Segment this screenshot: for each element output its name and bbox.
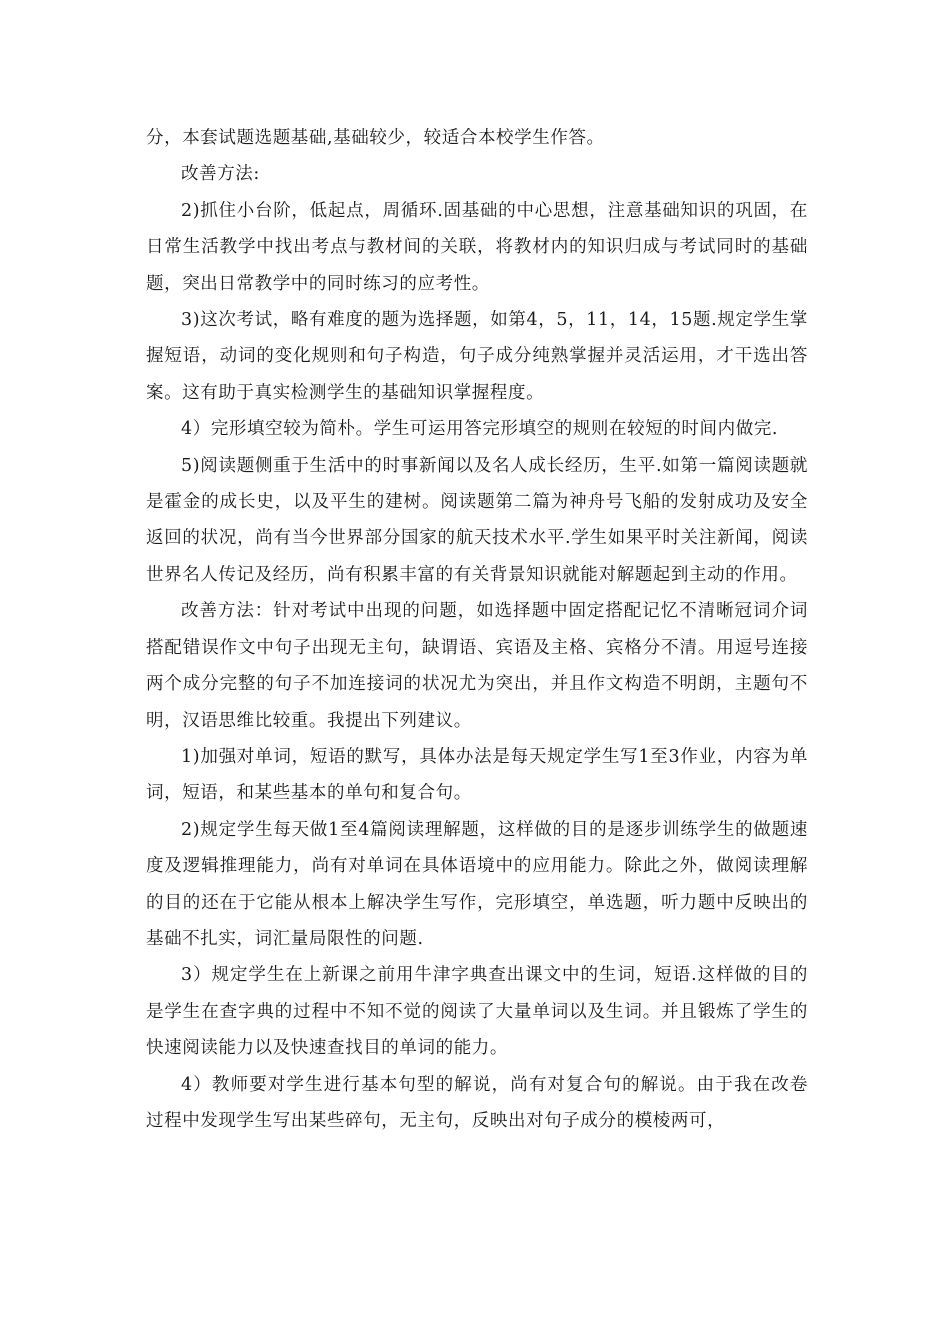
- body-text: [146, 120, 808, 1139]
- paragraph-continuation: 分，本套试题选题基础,基础较少，较适合本校学生作答。: [146, 128, 605, 148]
- paragraph-item-4: 4）完形填空较为简朴。学生可运用答完形填空的规则在较短的时间内做完.: [181, 419, 779, 440]
- paragraph-improvement-heading: 改善方法:: [181, 164, 260, 185]
- paragraph-suggestion-2: 2)规定学生每天做1至4篇阅读理解题，这样做的目的是逐步训练学生的做题速度及逻辑推理能力，尚有对单词在具体语境中的应用能力。除此之外，做阅读理解的目的还在于它能从根本上解决学生写作，完形填空，单选题，听力题中反映出的基础不扎实，词汇量局限性的问题.: [146, 819, 808, 949]
- paragraph-item-2: 2)抓住小台阶，低起点，周循环.固基础的中心思想，注意基础知识的巩固，在日常生活教学中找出考点与教材间的关联，将教材内的知识归成与考试同时的基础题，突出日常教学中的同时练习的应考性。: [146, 200, 808, 294]
- paragraph-suggestion-3: 3）规定学生在上新课之前用牛津字典查出课文中的生词，短语.这样做的目的是学生在查字典的过程中不知不觉的阅读了大量单词以及生词。并且锻炼了学生的快速阅读能力以及快速查找目的单词的能力。: [146, 965, 808, 1059]
- paragraph-item-3: 3)这次考试，略有难度的题为选择题，如第4，5，11，14，15题.规定学生掌握短语，动词的变化规则和句子构造，句子成分纯熟掌握并灵活运用，才干选出答案。这有助于真实检测学生的基础知识掌握程度。: [146, 310, 808, 403]
- paragraph-suggestion-4: 4）教师要对学生进行基本句型的解说，尚有对复合句的解说。由于我在改卷过程中发现学生写出某些碎句，无主句，反映出对句子成分的模棱两可，: [146, 1074, 808, 1131]
- paragraph-item-5: 5)阅读题侧重于生活中的时事新闻以及名人成长经历，生平.如第一篇阅读题就是霍金的成长史，以及平生的建树。阅读题第二篇为神舟号飞船的发射成功及安全返回的状况，尚有当今世界部分国家的航天技术水平.学生如果平时关注新闻，阅读世界名人传记及经历，尚有积累丰富的有关背景知识就能对解题起到主动的作用。: [146, 455, 808, 585]
- paragraph-suggestion-1: 1)加强对单词，短语的默写，具体办法是每天规定学生写1至3作业，内容为单词，短语，和某些基本的单句和复合句。: [146, 746, 808, 804]
- paragraph-improvement-methods: 改善方法：针对考试中出现的问题，如选择题中固定搭配记忆不清晰冠词介词搭配错误作文中句子出现无主句，缺谓语、宾语及主格、宾格分不清。用逗号连接两个成分完整的句子不加连接词的状况尤为突出，并且作文构造不明朗，主题句不明，汉语思维比较重。我提出下列建议。: [146, 601, 808, 731]
